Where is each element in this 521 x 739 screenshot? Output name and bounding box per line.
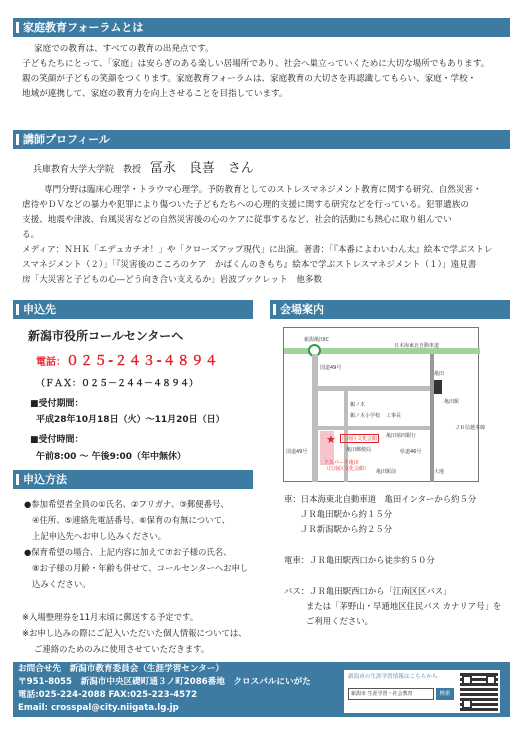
note-1: ※入場整理券を11月末頃に郵送する予定です。	[22, 612, 199, 622]
access-train: 電車：ＪＲ亀田駅西口から徒歩約５０分	[284, 555, 435, 565]
kinkouya-label: 工事長	[386, 413, 402, 419]
lecturer-name-row	[33, 157, 254, 176]
kameda-station-label: 亀田駅	[444, 399, 460, 405]
lecturer-header-text: 講師プロフィール	[23, 133, 110, 146]
venue-star-icon: ★	[326, 433, 336, 446]
lecturer-name: 冨永 良喜 さん	[149, 161, 254, 176]
phone-label: 電話：	[36, 357, 66, 368]
building-caption: アスパーク亀田 （江南区文化会館）	[324, 460, 370, 472]
venue-header	[270, 300, 510, 319]
access-bus-1: バス：ＪＲ亀田駅西口から「江南区区バス」	[284, 586, 452, 596]
method-header	[13, 470, 253, 489]
footer-address: 〒951-8055 新潟市中央区礎町通３ノ町2086番地 クロスパルにいがた	[18, 677, 311, 687]
route49-label: 国道49号	[320, 365, 342, 371]
method-line-3: 上記申込先へお申し込みください。	[32, 531, 166, 541]
method-header-text: 申込方法	[23, 473, 67, 486]
venue-map	[283, 327, 486, 482]
forum-line-2: 子どもたちにとって、「家庭」は安らぎのある楽しい居場所であり、社会へ巣立っていくために大切な場所でもあります。	[22, 59, 490, 69]
kameda-marker-icon	[434, 380, 442, 394]
route-sign-label: 亀田郵便局	[346, 447, 372, 453]
hours-label: ■受付時間：	[30, 435, 84, 445]
phone-number: ０２５-２４３-４８９４	[66, 354, 219, 369]
qr-box	[343, 669, 501, 714]
footer-email[interactable]: Email: crosspal@city.niigata.lg.jp	[18, 703, 179, 713]
venue-header-text: 会場案内	[280, 303, 324, 316]
qr-search-input[interactable]: 新潟市 生涯学習・社会教育	[348, 688, 434, 700]
method-line-5: ⑧お子様の月齢・年齢も併せて、コールセンターへお申し	[32, 563, 249, 573]
note-3: ご連絡のためのみに使用させていただきます。	[34, 644, 210, 654]
qr-code-icon[interactable]	[460, 673, 498, 711]
shopping-label: 大地	[434, 469, 445, 475]
apply-header	[13, 300, 253, 319]
method-line-4: ●保育希望の場合、上記内容に加えて⑦お子様の氏名、	[24, 547, 232, 557]
fax-line: （ＦＡＸ：０２５－２４４－４８９４）	[36, 379, 199, 389]
jr-line-label: ＪＲ信越本線	[455, 425, 486, 431]
apply-header-text: 申込先	[23, 303, 56, 316]
ic-label: 新潟亀田IC	[304, 337, 329, 343]
footer-contact: お問合せ先 新潟市教育委員会（生涯学習センター）	[18, 664, 224, 674]
qr-search-button[interactable]: 検索	[436, 688, 454, 700]
office-label: 江南区文化会館	[342, 436, 378, 442]
forum-header	[13, 18, 510, 37]
period-value: 平成28年10月18日（火）～11月20日（日）	[36, 415, 225, 425]
school-label: 鵜ノ木小学校	[350, 413, 381, 419]
hours-value: 午前8:00 ～ 午後9:00（年中無休）	[36, 452, 187, 462]
bio-line-2: 虐待やＤＶなどの暴力や犯罪により傷ついた子どもたちへの心理的支援に関する研究などを行っている。犯罪遺族の	[22, 200, 469, 210]
forum-line-1: 家庭での教育は、すべての教育の出発点です。	[34, 44, 214, 54]
kameda-road	[318, 386, 430, 391]
bio-line-4: る。	[22, 230, 40, 240]
bio-line-7: 房「大災害と子どもの心—どう向き合い支えるか」岩波ブックレット 他多数	[22, 275, 323, 285]
bank-label: 亀田第四銀行	[386, 433, 417, 439]
access-info	[284, 492, 509, 629]
bio-line-1: 専門分野は臨床心理学・トラウマ心理学。予防教育としてのストレスマネジメント教育に関する研究、自然災害・	[44, 185, 482, 195]
jr-label: 亀田駅前	[376, 469, 397, 475]
method-line-2: ④住所、⑤連絡先電話番号、⑥保育の有無について、	[32, 515, 231, 525]
access-car-1: 車：日本海東北自動車道 亀田インターから約５分	[284, 494, 477, 504]
bio-line-3: 支援、地震や津波、台風災害などの自然災害後の心のケアに従事するなど、社会的活動にも熱心に取り組んでい	[22, 215, 452, 225]
route49-left-label: 国道49号	[286, 449, 308, 455]
access-bus-2: または「茅野山・早通地区住民バス カナリア号」を	[306, 601, 502, 611]
expressway-label: 日本海東北自動車道	[394, 343, 440, 349]
forum-line-4: 地域が連携して、家庭の教育力を向上させることを目指しています。	[22, 89, 288, 99]
method-line-6: 込みください。	[32, 579, 91, 589]
method-body	[24, 496, 264, 592]
koichi-label: 鵜ノ木	[350, 402, 366, 408]
bio-line-5: メディア：ＮＨＫ「エデュカチオ！」や「クローズアップ現代」に出演。著書：「『本番によわいわん太』絵本で学ぶストレ	[22, 245, 493, 255]
qr-title: 新潟市の生涯学習情報はこちらから	[348, 674, 438, 680]
access-car-2: ＪＲ亀田駅から約１５分	[300, 509, 393, 519]
access-car-3: ＪＲ新潟駅から約２５分	[300, 524, 393, 534]
apply-center: 新潟市役所コールセンターへ	[28, 329, 184, 343]
route49-road	[312, 354, 318, 482]
period-label: ■受付期間：	[30, 399, 84, 409]
lecturer-bio	[22, 183, 516, 288]
apply-phone-row	[36, 350, 219, 369]
forum-body	[22, 42, 512, 102]
forum-line-3: 親の笑顔が子どもの笑顔をつくります。家庭教育フォーラムは、家庭教育の大切さを再認識してもらい、家庭・学校・	[22, 74, 477, 84]
access-bus-3: ご利用ください。	[306, 616, 373, 626]
lecturer-header	[13, 130, 510, 149]
method-notes	[22, 609, 267, 657]
method-line-1: ●参加希望者全員の①氏名、②フリガナ、③郵便番号、	[24, 499, 229, 509]
road-num-label: 県道46号	[400, 449, 422, 455]
forum-header-text: 家庭教育フォーラムとは	[23, 21, 144, 34]
jr-line	[430, 354, 434, 482]
kameda-label: 亀田	[434, 371, 445, 377]
note-2: ※お申し込みの際にご記入いただいた個人情報については、	[22, 628, 247, 638]
lecturer-affiliation: 兵庫教育大学大学院 教授	[33, 165, 142, 175]
bio-line-6: スマネジメント（２）」「『災害後のこころのケア かばくんのきもち』絵本で学ぶストレスマネジメント（１）」遠見書	[22, 260, 477, 270]
footer-phone: 電話:025-224-2088 FAX:025-223-4572	[18, 690, 198, 700]
lower-road	[318, 426, 430, 430]
